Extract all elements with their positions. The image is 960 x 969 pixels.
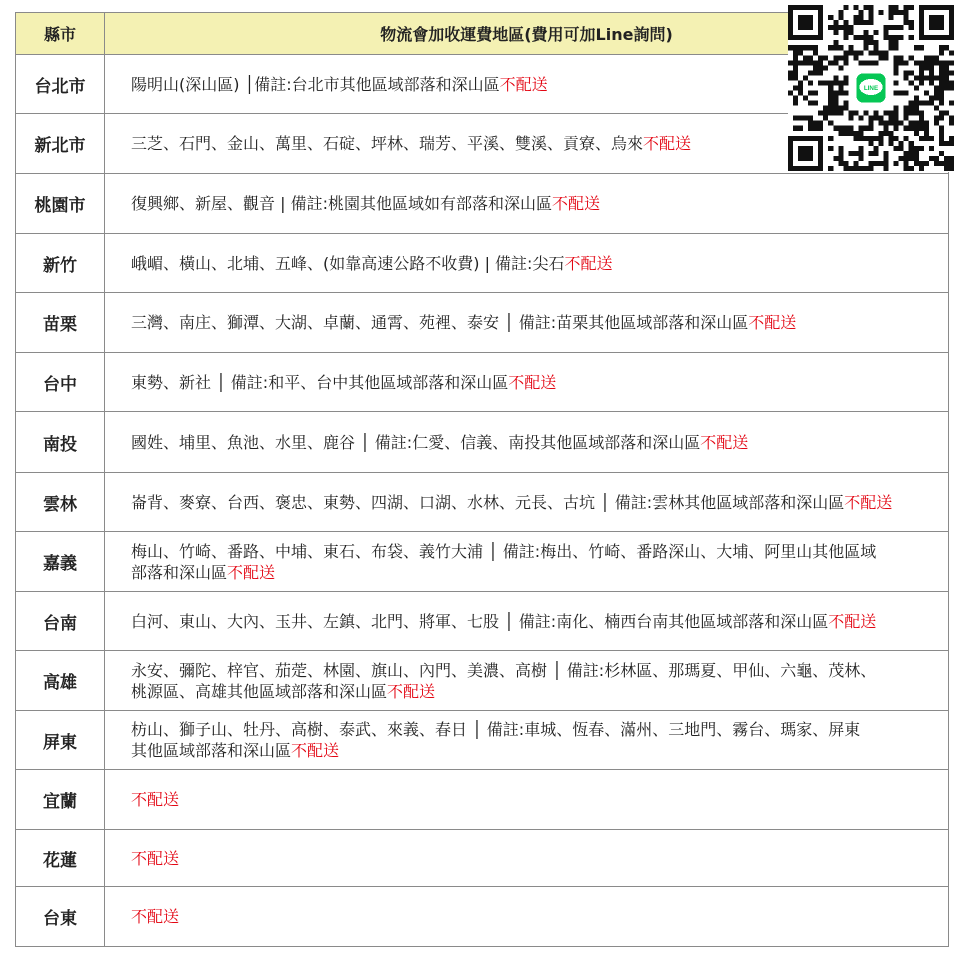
no-delivery-label: 不配送 [291, 741, 340, 760]
county-cell: 台中 [16, 353, 105, 412]
table-row [16, 887, 949, 947]
areas-cell [105, 770, 949, 830]
table-row [16, 770, 949, 830]
county-cell: 新北市 [16, 114, 105, 174]
no-delivery-label: 不配送 [564, 253, 613, 273]
table-row [16, 473, 949, 532]
no-delivery-label: 不配送 [499, 74, 548, 94]
line-qr-code[interactable] [788, 4, 954, 172]
areas-text-line2 [131, 740, 942, 761]
areas-cell [105, 651, 949, 711]
county-cell: 嘉義 [16, 532, 105, 592]
table-row [16, 174, 949, 234]
county-cell: 南投 [16, 412, 105, 473]
areas-cell [105, 293, 949, 353]
areas-text: 峨嵋、橫山、北埔、五峰、(如靠高速公路不收費) | 備註:尖石 [131, 253, 565, 273]
areas-text: 白河、東山、大內、玉井、左鎮、北門、將軍、七股 │ 備註:南化、楠西台南其他區域部落和深山區 [131, 611, 829, 631]
areas-cell [105, 353, 949, 412]
areas-text-continued: 部落和深山區 [131, 562, 228, 582]
no-delivery-label: 不配送 [508, 372, 557, 392]
areas-text: 國姓、埔里、魚池、水里、鹿谷 │ 備註:仁愛、信義、南投其他區域部落和深山區 [131, 432, 701, 452]
no-delivery-label: 不配送 [387, 681, 436, 701]
areas-text: 三芝、石門、金山、萬里、石碇、坪林、瑞芳、平溪、雙溪、貢寮、烏來 [131, 134, 644, 153]
areas-cell [105, 711, 949, 770]
no-delivery-label: 不配送 [844, 492, 893, 512]
county-cell: 屏東 [16, 711, 105, 770]
areas-cell [105, 592, 949, 651]
areas-cell [105, 532, 949, 592]
areas-text: 永安、彌陀、梓官、茄萣、林園、旗山、內門、美濃、高樹 │ 備註:杉林區、那瑪夏、甲仙、六龜、茂林、 [131, 660, 877, 680]
areas-cell [105, 887, 949, 947]
areas-text: 東勢、新社 │ 備註:和平、台中其他區域部落和深山區 [131, 372, 509, 392]
areas-text: 復興鄉、新屋、觀音 | 備註:桃園其他區域如有部落和深山區 [131, 194, 552, 213]
header-areas: 物流會加收運費地區(費用可加Line詢問) [105, 13, 949, 55]
areas-text: 枋山、獅子山、牡丹、高樹、泰武、來義、春日 │ 備註:車城、恆春、滿州、三地門、霧台、瑪家、屏東 [131, 720, 861, 739]
no-delivery-label: 不配送 [700, 432, 749, 452]
table-row [16, 830, 949, 887]
table-row [16, 353, 949, 412]
areas-text: 陽明山(深山區) │備註:台北市其他區域部落和深山區 [131, 74, 500, 94]
areas-text: 三灣、南庄、獅潭、大湖、卓蘭、通霄、苑裡、泰安 │ 備註:苗栗其他區域部落和深山區 [131, 313, 749, 332]
areas-text-continued: 其他區域部落和深山區 [131, 741, 292, 760]
areas-text: 梅山、竹崎、番路、中埔、東石、布袋、義竹大浦 │ 備註:梅出、竹崎、番路深山、大埔、阿里山其他區域 [131, 541, 877, 561]
county-cell: 高雄 [16, 651, 105, 711]
areas-cell [105, 234, 949, 293]
areas-text: 崙背、麥寮、台西、褒忠、東勢、四湖、口湖、水林、元長、古坑 │ 備註:雲林其他區域部落和深山區 [131, 492, 845, 512]
no-delivery-label: 不配送 [227, 562, 276, 582]
table-row [16, 651, 949, 711]
table-row [16, 711, 949, 770]
table-row [16, 592, 949, 651]
no-delivery-label: 不配送 [131, 848, 180, 868]
no-delivery-label: 不配送 [131, 790, 180, 809]
table-row [16, 412, 949, 473]
areas-cell [105, 830, 949, 887]
county-cell: 桃園市 [16, 174, 105, 234]
county-cell: 台北市 [16, 55, 105, 114]
areas-text-line2 [131, 681, 942, 702]
no-delivery-label: 不配送 [828, 611, 877, 631]
line-icon [853, 70, 888, 105]
no-delivery-label: 不配送 [748, 313, 797, 332]
table-row [16, 234, 949, 293]
county-cell: 苗栗 [16, 293, 105, 353]
no-delivery-label: 不配送 [551, 194, 600, 213]
table-row [16, 532, 949, 592]
line-icon-label: LINE [863, 84, 879, 92]
table-row [16, 293, 949, 353]
county-cell: 台南 [16, 592, 105, 651]
county-cell: 台東 [16, 887, 105, 947]
areas-text-line2 [131, 562, 942, 583]
county-cell: 宜蘭 [16, 770, 105, 830]
areas-cell [105, 473, 949, 532]
no-delivery-label: 不配送 [131, 907, 180, 926]
no-delivery-label: 不配送 [643, 134, 692, 153]
county-cell: 雲林 [16, 473, 105, 532]
county-cell: 新竹 [16, 234, 105, 293]
areas-cell [105, 174, 949, 234]
header-county: 縣市 [16, 13, 105, 55]
areas-cell [105, 412, 949, 473]
areas-text-continued: 桃源區、高雄其他區域部落和深山區 [131, 681, 388, 701]
county-cell: 花蓮 [16, 830, 105, 887]
